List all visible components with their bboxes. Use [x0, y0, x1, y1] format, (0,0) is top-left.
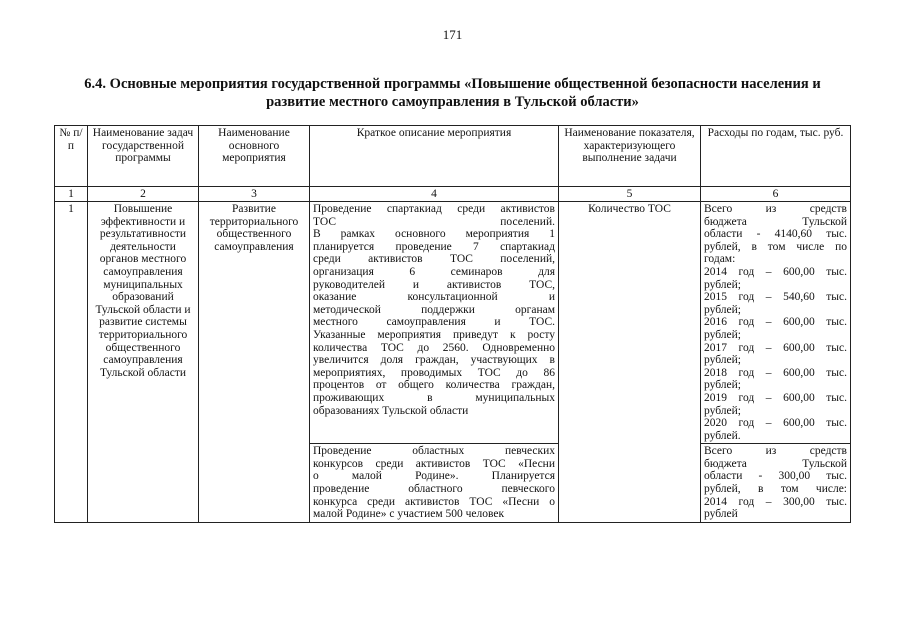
text-line: ТОС поселений.: [313, 215, 555, 228]
col-number: 1: [55, 187, 88, 202]
text-line: о малой Родине». Планируется: [313, 470, 555, 483]
event-description-2: [310, 444, 559, 523]
text-line: бюджета Тульской: [704, 457, 847, 470]
text-line: Проведение областных певческих: [313, 445, 555, 458]
header-description: Краткое описание мероприятия: [310, 126, 559, 187]
col-number: 2: [88, 187, 199, 202]
text-line: области - 300,00 тыс.: [704, 470, 847, 483]
table-header-row: [55, 126, 851, 187]
text-line: 2014 год – 300,00 тыс.: [704, 495, 847, 508]
text-line: методической поддержки органам: [313, 303, 555, 316]
text-line: области - 4140,60 тыс.: [704, 228, 847, 241]
page-number: 171: [442, 27, 463, 42]
indicator-name: Количество ТОС: [559, 202, 701, 523]
text-line: 2018 год – 600,00 тыс.: [704, 366, 847, 379]
text-line: годам:: [704, 253, 736, 266]
text-line: рублей;: [704, 379, 741, 392]
text-line: конкурсов среди активистов ТОС «Песни: [313, 457, 555, 470]
text-line: Всего из средств: [704, 445, 847, 458]
col-number: 4: [310, 187, 559, 202]
expenses-2: [701, 444, 851, 523]
header-task: Наименование задач государственной программы: [88, 126, 199, 187]
col-number: 3: [199, 187, 310, 202]
text-line: оказание консультационной и: [313, 291, 555, 304]
text-line: рублей;: [704, 354, 741, 367]
text-line: малой Родине» с участием 500 человек: [313, 508, 505, 521]
text-line: рублей: [704, 508, 738, 521]
col-number: 5: [559, 187, 701, 202]
text-line: проведение областного певческого: [313, 483, 555, 496]
main-event-name: Развитие территориального общественного самоуправления: [199, 202, 310, 523]
text-line: рублей;: [704, 278, 741, 291]
text-line: рублей.: [704, 429, 741, 442]
header-indicator: Наименование показателя, характеризующего выполнение задачи: [559, 126, 701, 187]
text-line: бюджета Тульской: [704, 215, 847, 228]
heading-line-2: развитие местного самоуправления в Тульской области»: [266, 94, 639, 110]
text-line: процентов от общего количества граждан,: [313, 379, 555, 392]
text-line: В рамках основного мероприятия 1: [313, 228, 555, 241]
text-line: рублей;: [704, 328, 741, 341]
text-line: мероприятиях, проводимых ТОС до 86: [313, 366, 555, 379]
heading-line-1: 6.4. Основные мероприятия государственной программы «Повышение общественной безопасности населения и: [84, 76, 821, 92]
text-line: рублей;: [704, 404, 741, 417]
text-line: среди активистов ТОС поселений,: [313, 253, 555, 266]
table-row: [55, 202, 851, 444]
text-line: 2014 год – 600,00 тыс.: [704, 265, 847, 278]
text-line: увеличится доля граждан, участвующих в: [313, 354, 555, 367]
program-events-table: [54, 125, 851, 523]
header-expenses: Расходы по годам, тыс. руб.: [701, 126, 851, 187]
text-line: местного самоуправления и ТОС.: [313, 316, 555, 329]
section-heading: [60, 75, 845, 111]
text-line: образованиях Тульской области: [313, 404, 469, 417]
row-number: 1: [55, 202, 88, 523]
header-num: № п/п: [55, 126, 88, 187]
header-main-event: Наименование основного мероприятия: [199, 126, 310, 187]
event-description-1: [310, 202, 559, 444]
expenses-1: [701, 202, 851, 444]
text-line: 2016 год – 600,00 тыс.: [704, 316, 847, 329]
text-line: 2020 год – 600,00 тыс.: [704, 417, 847, 430]
task-name: Повышение эффективности и результативности деятельности органов местного самоуправления муниципальных образований Тульской области и развитие системы территориального общественного самоуправления Тульской области: [88, 202, 199, 523]
text-line: рублей, в том числе по: [704, 240, 847, 253]
text-line: 2015 год – 540,60 тыс.: [704, 291, 847, 304]
text-line: планируется проведение 7 спартакиад: [313, 240, 555, 253]
text-line: руководителей и активистов ТОС,: [313, 278, 555, 291]
text-line: Всего из средств: [704, 203, 847, 215]
text-line: 2017 год – 600,00 тыс.: [704, 341, 847, 354]
text-line: рублей;: [704, 303, 741, 316]
text-line: конкурса среди активистов ТОС «Песни о: [313, 495, 555, 508]
text-line: 2019 год – 600,00 тыс.: [704, 391, 847, 404]
text-line: проживающих в муниципальных: [313, 391, 555, 404]
col-number: 6: [701, 187, 851, 202]
text-line: рублей, в том числе:: [704, 483, 847, 496]
text-line: организация 6 семинаров для: [313, 265, 555, 278]
text-line: Указанные мероприятия приведут к росту: [313, 328, 555, 341]
text-line: Проведение спартакиад среди активистов: [313, 203, 555, 215]
text-line: количества ТОС до 2560. Одновременно: [313, 341, 555, 354]
column-number-row: [55, 187, 851, 202]
